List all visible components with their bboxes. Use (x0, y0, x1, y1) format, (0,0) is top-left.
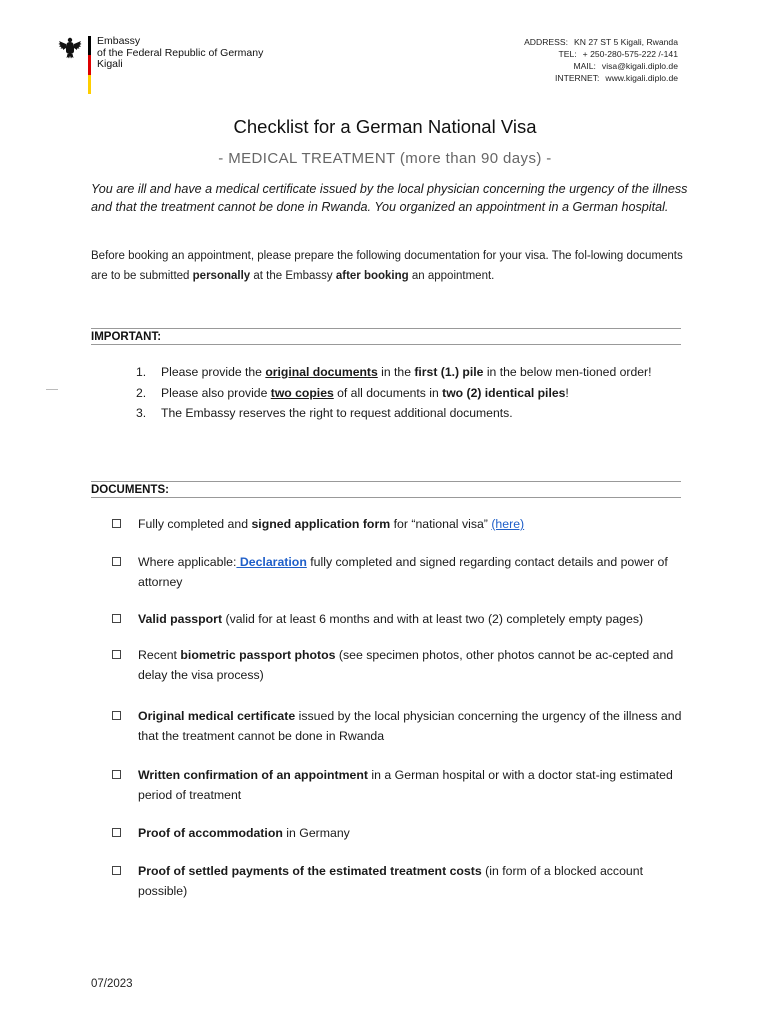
text: in Germany (282, 826, 350, 840)
text: in a German hospital or with a doctor stat-ing estimated period of treatment (138, 768, 673, 802)
contact-label: TEL: (558, 49, 577, 59)
contact-value[interactable]: www.kigali.diplo.de (605, 73, 678, 83)
bold-text: biometric passport photos (180, 648, 336, 662)
checkbox[interactable] (112, 650, 121, 659)
text: an appointment. (408, 270, 495, 282)
bold-text: Original medical certificate (138, 709, 296, 723)
checklist-item (112, 706, 692, 746)
text: Fully completed and (138, 517, 252, 531)
important-list (136, 362, 666, 424)
checkbox[interactable] (112, 866, 121, 875)
text: Before booking an appointment, please prepare the following documentation for your visa. The fol-lowing documents are to be submitted (91, 250, 683, 282)
bold-text: Valid passport (138, 612, 223, 626)
important-heading: IMPORTANT: (91, 328, 681, 345)
intro-paragraph: You are ill and have a medical certificate issued by the local physician concerning the urgency of the illness and that the treatment cannot be done in Rwanda. You organized an appointment in a German hospital. (91, 182, 688, 214)
checkbox[interactable] (112, 770, 121, 779)
text: (see specimen photos, other photos cannot be ac-cepted and delay the visa process) (138, 648, 674, 682)
checkbox[interactable] (112, 711, 121, 720)
bold-text: personally (192, 270, 251, 282)
text: of all documents in (333, 385, 443, 400)
bold-text: two (2) identical piles (442, 385, 566, 400)
checklist-item (112, 861, 692, 901)
text: Please also provide (161, 385, 271, 400)
text: The Embassy reserves the right to request additional documents. (161, 406, 513, 420)
contact-mail (524, 60, 678, 72)
checklist-item (112, 765, 692, 805)
flag-stripe-red (88, 55, 91, 74)
checkbox[interactable] (112, 614, 121, 623)
embassy-line: of the Federal Republic of Germany (97, 46, 264, 59)
contact-label: INTERNET: (554, 73, 600, 83)
embassy-line: Embassy (97, 35, 141, 47)
text: Recent (138, 648, 181, 662)
contact-label: ADDRESS: (524, 37, 569, 47)
declaration-link[interactable]: Declaration (236, 555, 307, 569)
text: Please provide the (161, 365, 266, 379)
list-number: 2. (136, 385, 147, 400)
list-item (136, 362, 666, 383)
margin-mark (46, 389, 58, 390)
checklist-item (112, 823, 692, 843)
bold-text: Written confirmation of an appointment (138, 768, 368, 782)
documents-checklist (112, 514, 692, 901)
contact-internet (524, 72, 678, 84)
text: Where applicable: (138, 555, 237, 569)
contact-value[interactable]: visa@kigali.diplo.de (601, 61, 678, 71)
list-item (136, 403, 666, 424)
text: ! (565, 385, 569, 400)
text: in the (377, 365, 415, 379)
checklist-item (112, 552, 692, 592)
bold-text: signed application form (251, 517, 391, 531)
checklist-item (112, 645, 692, 685)
contact-label: MAIL: (573, 61, 596, 71)
bold-text: Proof of accommodation (138, 826, 283, 840)
checklist-item (112, 514, 692, 534)
flag-stripe-gold (88, 75, 91, 94)
bold-text: Proof of settled payments of the estimated treatment costs (138, 864, 482, 878)
text: (in form of a blocked account possible) (138, 864, 644, 898)
documents-heading: DOCUMENTS: (91, 481, 681, 498)
contact-value: + 250-280-575-222 /-141 (582, 49, 678, 59)
list-number: 3. (136, 406, 147, 420)
list-number: 1. (136, 365, 147, 379)
bold-text: first (1.) pile (414, 365, 484, 379)
checkbox[interactable] (112, 519, 121, 528)
contact-address (524, 36, 678, 48)
text: fully completed and signed regarding contact details and power of attorney (138, 555, 668, 589)
checkbox[interactable] (112, 557, 121, 566)
bold-text: original documents (265, 365, 378, 379)
contact-value: KN 27 ST 5 Kigali, Rwanda (574, 37, 678, 47)
page-subtitle: - MEDICAL TREATMENT (more than 90 days) - (218, 150, 552, 167)
application-form-link[interactable]: (here) (491, 517, 525, 531)
federal-eagle-icon (58, 35, 82, 59)
page-title: Checklist for a German National Visa (233, 116, 537, 137)
bold-text: two copies (270, 385, 334, 400)
bold-text: after booking (335, 270, 409, 282)
contact-block (524, 36, 678, 84)
flag-stripe-black (88, 36, 91, 55)
checklist-item (112, 609, 692, 629)
footer-date: 07/2023 (91, 978, 133, 990)
list-item (136, 383, 666, 404)
text: issued by the local physician concerning the urgency of the illness and that the treatment cannot be done in Rwanda (138, 709, 682, 743)
checkbox[interactable] (112, 828, 121, 837)
contact-tel (524, 48, 678, 60)
text: in the below men-tioned order! (483, 365, 652, 379)
embassy-line: Kigali (97, 58, 123, 70)
german-flag-bar (88, 36, 91, 94)
embassy-name (97, 36, 263, 71)
text: for “national visa” (390, 517, 492, 531)
text: (valid for at least 6 months and with at least two (2) completely empty pages) (222, 612, 644, 626)
text: at the Embassy (250, 270, 336, 282)
instructions-paragraph (91, 246, 689, 286)
